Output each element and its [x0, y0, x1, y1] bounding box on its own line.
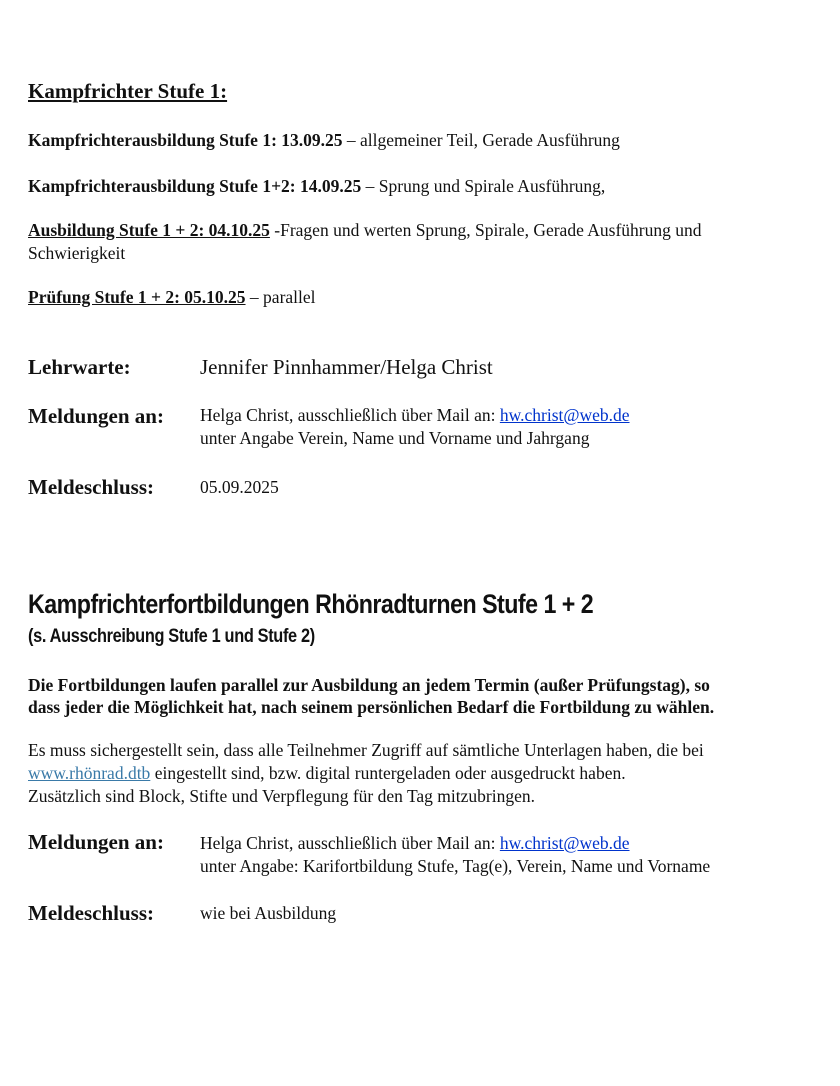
schedule-row-1-label: Kampfrichterausbildung Stufe 1: 13.09.25	[28, 130, 343, 150]
meldungen-label: Meldungen an:	[28, 404, 164, 428]
info-line-2-text: eingestellt sind, bzw. digital runtergeladen oder ausgedruckt haben.	[150, 763, 626, 783]
meldeschluss-label: Meldeschluss:	[28, 475, 154, 499]
email-link-2[interactable]: hw.christ@web.de	[499, 833, 630, 853]
meldungen-text: Helga Christ, ausschließlich über Mail an:	[200, 405, 500, 425]
section-heading: Kampfrichter Stufe 1:	[28, 79, 228, 103]
schedule-row-2	[28, 176, 605, 197]
meldungen-line-1	[200, 405, 630, 426]
meldungen-line-2: unter Angabe Verein, Name und Vorname und Jahrgang	[200, 428, 590, 448]
schedule-row-1-text: – allgemeiner Teil, Gerade Ausführung	[342, 130, 620, 150]
page-title: Kampfrichterfortbildungen Rhönradturnen Stufe 1 + 2	[28, 589, 594, 619]
schedule-row-2-text: – Sprung und Spirale Ausführung,	[361, 176, 606, 196]
schedule-row-3-label: Ausbildung Stufe 1 + 2: 04.10.25	[28, 220, 270, 240]
schedule-row-3-continuation: Schwierigkeit	[28, 243, 126, 263]
meldeschluss-label-2: Meldeschluss:	[28, 901, 154, 925]
schedule-row-4-text: – parallel	[245, 287, 316, 307]
info-line-1: Es muss sichergestellt sein, dass alle Teilnehmer Zugriff auf sämtliche Unterlagen haben, die bei	[28, 740, 704, 760]
schedule-row-1	[28, 130, 620, 151]
meldeschluss-value-2: wie bei Ausbildung	[200, 903, 337, 923]
notice-bold-line-2: dass jeder die Möglichkeit hat, nach seinem persönlichen Bedarf die Fortbildung zu wählen.	[28, 697, 715, 717]
meldeschluss-value: 05.09.2025	[200, 477, 279, 497]
info-line-3: Zusätzlich sind Block, Stifte und Verpflegung für den Tag mitzubringen.	[28, 786, 535, 806]
page-subtitle: (s. Ausschreibung Stufe 1 und Stufe 2)	[28, 626, 315, 647]
meldungen-2-line-1	[200, 833, 630, 854]
lehrwarte-value: Jennifer Pinnhammer/Helga Christ	[200, 355, 493, 379]
schedule-row-2-label: Kampfrichterausbildung Stufe 1+2: 14.09.25	[28, 176, 362, 196]
info-line-2	[28, 763, 626, 784]
schedule-row-4-label: Prüfung Stufe 1 + 2: 05.10.25	[28, 287, 246, 307]
meldungen-2-text: Helga Christ, ausschließlich über Mail an:	[200, 833, 500, 853]
email-link[interactable]: hw.christ@web.de	[499, 405, 630, 425]
schedule-row-4	[28, 287, 316, 308]
schedule-row-3	[28, 220, 701, 241]
website-link[interactable]: www.rhönrad.dtb	[28, 763, 151, 783]
meldungen-2-line-2: unter Angabe: Karifortbildung Stufe, Tag(e), Verein, Name und Vorname	[200, 856, 711, 876]
meldungen-label-2: Meldungen an:	[28, 830, 164, 854]
notice-bold-line-1: Die Fortbildungen laufen parallel zur Ausbildung an jedem Termin (außer Prüfungstag), so	[28, 675, 710, 695]
lehrwarte-label: Lehrwarte:	[28, 355, 131, 379]
schedule-row-3-text: -Fragen und werten Sprung, Spirale, Gerade Ausführung und	[269, 220, 702, 240]
